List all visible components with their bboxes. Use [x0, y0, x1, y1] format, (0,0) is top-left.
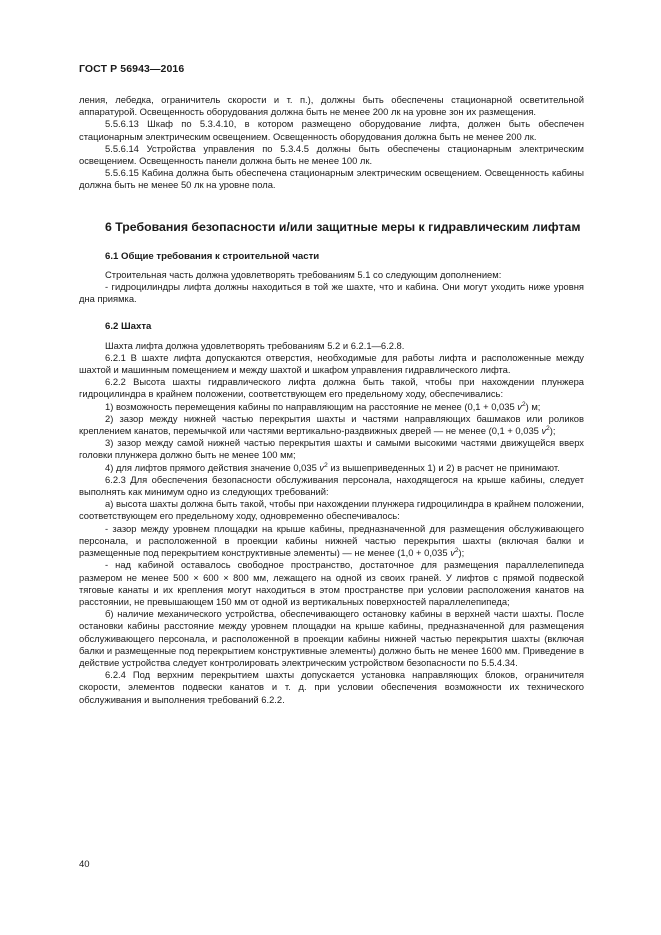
velocity-symbol: v: [517, 400, 522, 412]
paragraph-5-5-6-14: 5.5.6.14 Устройства управления по 5.3.4.5 должны быть обеспечены стационарным электрическим освещением. Освещенность панели должна быть не менее 100 лк.: [79, 142, 584, 167]
paragraph-6-2-intro: Шахта лифта должна удовлетворять требованиям 5.2 и 6.2.1—6.2.8.: [105, 339, 405, 351]
velocity-symbol: v: [319, 461, 325, 473]
paragraph-6-2-2: 6.2.2 Высота шахты гидравлического лифта должна быть такой, чтобы при нахождении плунжера гидроцилиндра в крайнем положении, соответствующем его предельному ходу, обеспечивались:: [79, 376, 584, 400]
paragraph-6-2-3: 6.2.3 Для обеспечения безопасности обслуживания персонала, находящегося на крыше кабины, следует выполнять как минимум одно из следующих требований:: [79, 473, 584, 498]
paragraph-6-2-3-a-item-1: [79, 523, 584, 560]
exponent: 2: [546, 424, 550, 432]
paragraph-6-2-2-item-4: [79, 462, 584, 474]
text-run: из вышеприведенных 1) и 2) в расчет не принимают.: [327, 461, 560, 473]
paragraph-6-2-1: 6.2.1 В шахте лифта допускаются отверстия, необходимые для работы лифта и расположенные между шахтой и машинным помещением и между шахтой и шкафом управления гидравлического лифта.: [79, 351, 584, 376]
paragraph-6-2-2-item-3: 3) зазор между самой нижней частью перекрытия шахты и самыми высокими частями движущейся вверх головки плунжера должно быть не менее 100 мм;: [79, 437, 584, 461]
paragraph-6-2-3-a: а) высота шахты должна быть такой, чтобы при нахождении плунжера гидроцилиндра в крайнем положении, соответствующем его предельному ходу, одновременно обеспечивалось:: [79, 498, 584, 522]
paragraph: ления, лебедка, ограничитель скорости и т. п.), должны быть обеспечены стационарной осветительной аппаратурой. Освещенность оборудования должна быть не менее 200 лк на уровне зон их размещения.: [79, 94, 584, 118]
text-run: );: [549, 425, 556, 437]
document-body: [79, 94, 584, 706]
paragraph-5-5-6-13: 5.5.6.13 Шкаф по 5.3.4.10, в котором размещено оборудование лифта, должен быть обеспечен стационарным электрическим освещением. Освещенность оборудования должна быть не менее 200 лк.: [79, 118, 584, 142]
paragraph-6-1-item: - гидроцилиндры лифта должны находиться в той же шахте, что и кабина. Они могут уходить ниже уровня дна приямка.: [79, 281, 584, 305]
section-6-title: 6 Требования безопасности и/или защитные меры к гидравлическим лифтам: [105, 219, 581, 234]
subsection-6-2-title: 6.2 Шахта: [105, 321, 152, 333]
paragraph-5-5-6-15: 5.5.6.15 Кабина должна быть обеспечена стационарным электрическим освещением. Освещенность кабины должна быть не менее 50 лк на уровне пола.: [79, 167, 584, 191]
velocity-symbol: v: [541, 425, 547, 437]
text-run: );: [458, 547, 465, 559]
text-run: 2) зазор между нижней частью перекрытия шахты и частями направляющих башмаков или роликов креплением канатов, перемычкой или частями вертикально-раздвижных дверей — не менее (0,1 + 0,035: [79, 412, 584, 437]
velocity-symbol: v: [450, 547, 455, 559]
exponent: 2: [454, 546, 459, 554]
exponent: 2: [324, 461, 328, 469]
paragraph-6-2-3-b: б) наличие механического устройства, обеспечивающего остановку кабины в верхней части шахты. После остановки кабины расстояние между уровнем площадки на крыше кабины, предназначенной для размещения обслуживающего персонала, и расположенной в проекции кабины нижней частью перекрытия шахты (включая балки и размещенные под перекрытием конструктивные элементы) должно быть не менее 1600 мм. Приведение в действие устройства следует контролировать электрическим устройством безопасности по 5.5.4.34.: [79, 608, 584, 668]
text-run: 4) для лифтов прямого действия значение 0,035: [105, 461, 320, 473]
paragraph-6-2-3-a-item-2: - над кабиной оставалось свободное пространство, достаточное для размещения параллелепипеда размером не менее 500 × 600 × 800 мм, лежащего на одной из своих граней. У лифтов с прямой подвеской тяговые канаты и их крепления могут находиться в этом пространстве при условии расположения канатов на расстоянии, не превышающем 150 мм от одной из вертикальных поверхностей параллелепипеда;: [79, 559, 584, 607]
paragraph-6-1-intro: Строительная часть должна удовлетворять требованиям 5.1 со следующим дополнением:: [105, 268, 502, 280]
standard-code-header: ГОСТ Р 56943—2016: [79, 63, 185, 75]
text-run: 1) возможность перемещения кабины по направляющим на расстояние не менее (0,1 + 0,035: [105, 400, 518, 412]
paragraph-6-2-2-item-1: [79, 401, 584, 413]
page-number: 40: [79, 859, 90, 870]
paragraph-6-2-4: 6.2.4 Под верхним перекрытием шахты допускается установка направляющих блоков, ограничителя скорости, элементов подвески канатов и т. д. при условии обеспечения возможности их технического обслуживания и выполнения требований 6.2.2.: [79, 669, 584, 705]
exponent: 2: [521, 400, 526, 408]
paragraph-6-2-2-item-2: [79, 413, 584, 437]
text-run: ) м;: [525, 400, 541, 412]
subsection-6-1-title: 6.1 Общие требования к строительной части: [105, 250, 320, 262]
text-run: - зазор между уровнем площадки на крыше кабины, предназначенной для размещения обслуживающего персонала, и расположенной в проекции кабины нижней частью перекрытия шахты (включая балки и размещенные под перекрытием конструктивные элементы) — не менее (1,0 + 0,035: [79, 522, 584, 559]
